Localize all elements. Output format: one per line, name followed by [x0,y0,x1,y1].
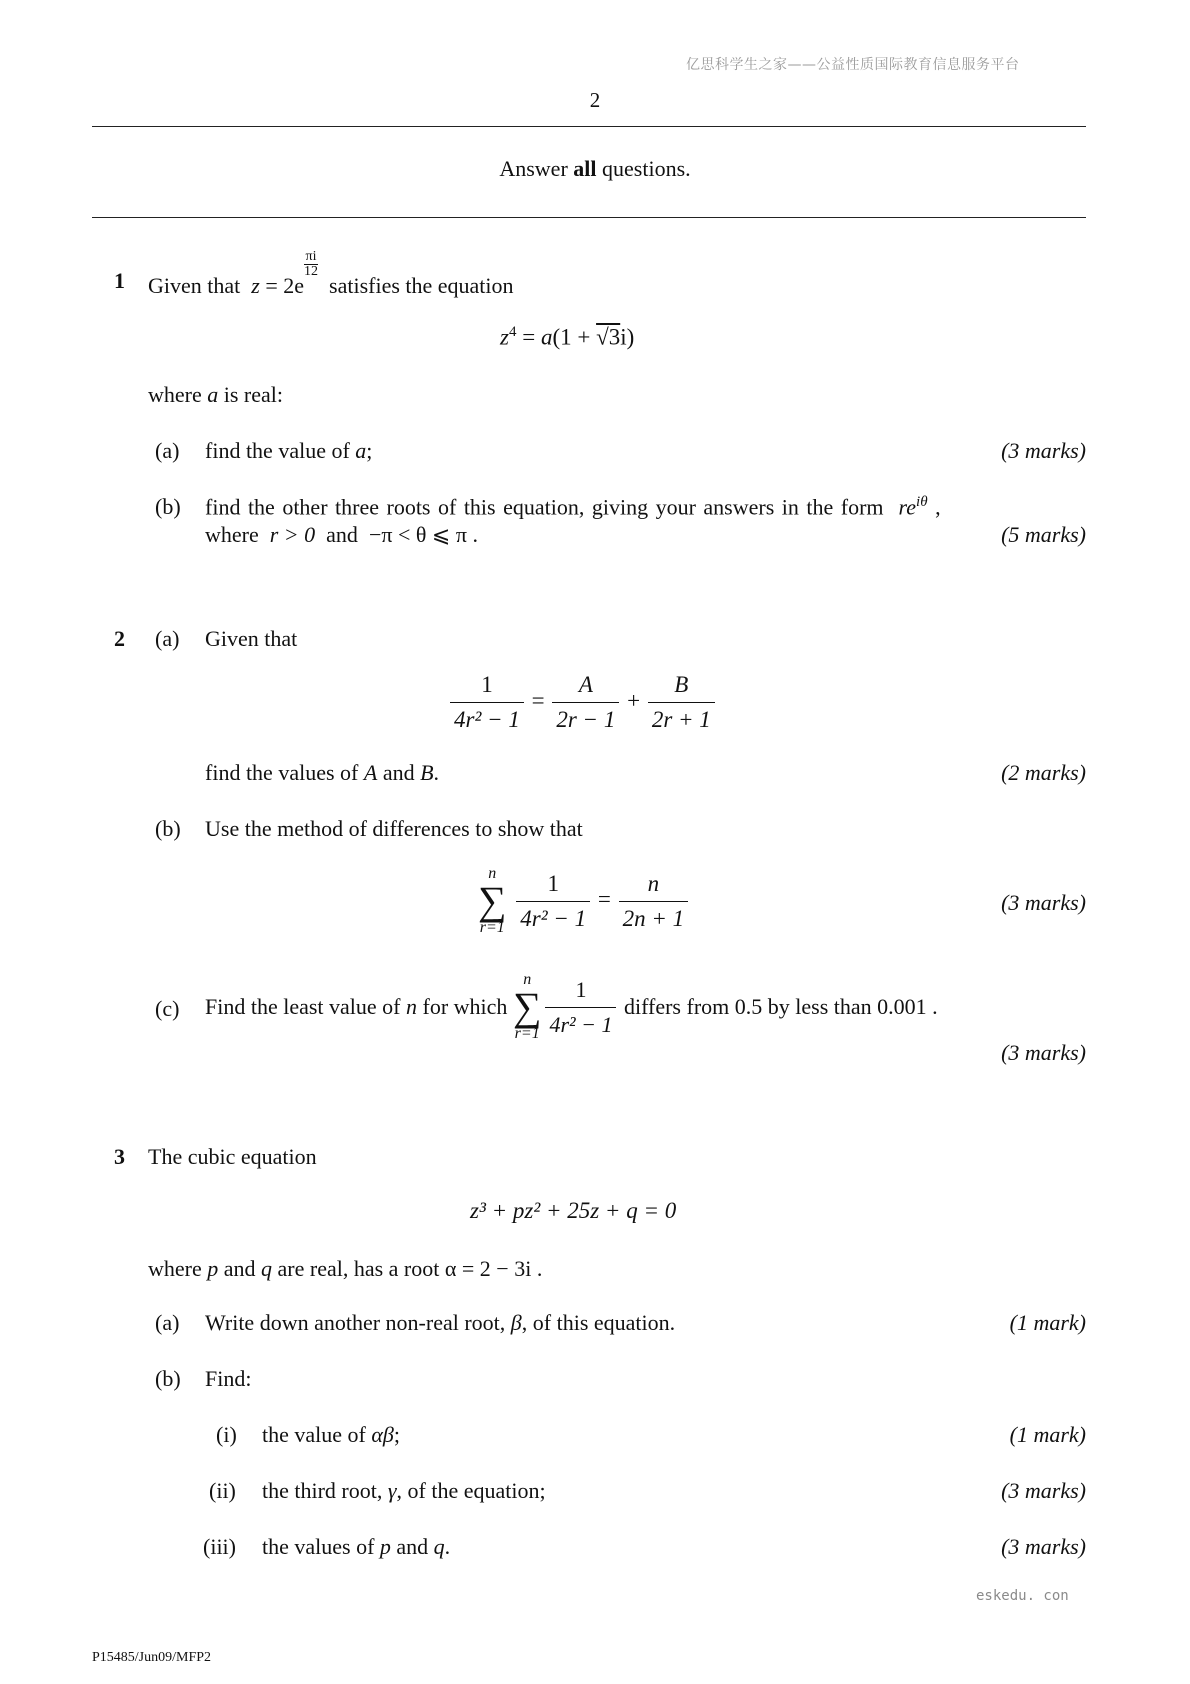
q3bii-text-post: , of the equation; [396,1478,546,1503]
q2-A-num: A [578,672,593,697]
q2b-rhs [619,871,689,932]
q1b-line2-and: and [326,522,358,547]
q1b-cond1: r > 0 [269,522,316,547]
q3biii-and: and [396,1534,429,1559]
q1-display-close: i) [620,324,635,350]
q3bi-text-pre: the value of [262,1422,366,1447]
q3-where-and: and [223,1256,256,1281]
q1a-marks: (3 marks) [1001,438,1086,463]
header-watermark: 亿思科学生之家——公益性质国际教育信息服务平台 [686,57,1020,73]
q2c-text-post: differs from 0.5 by less than 0.001 . [623,994,938,1019]
q2a-find-end: . [433,760,440,785]
q3biii-text-pre: the values of [262,1534,375,1559]
q1b-text [205,494,941,520]
q3bi-expr: αβ [371,1422,394,1447]
q3-where-root: α = 2 − 3i . [444,1256,543,1281]
q2c-sum-top: n [523,971,532,988]
q3b-label: (b) [155,1366,181,1391]
q2b-marks: (3 marks) [1001,890,1086,915]
q2b-sum-bottom: r=1 [479,919,505,936]
q1-where [148,382,283,408]
q2c-frac-num: 1 [575,976,587,1002]
q3-where-pre: where [148,1256,202,1281]
q2a-find-and: and [382,760,415,785]
q2c-sum-bottom: r=1 [514,1025,540,1042]
q1a-text [205,438,372,464]
q2-A-den: 2r − 1 [552,702,619,733]
q3a-text [205,1310,675,1336]
q1b-line2-pre: where [205,522,259,547]
q2b-frac-num: 1 [547,870,559,896]
q3biii-marks: (3 marks) [1001,1534,1086,1559]
q2b-rhs-num: n [647,870,660,896]
q2c-text-pre-wrap [205,994,507,1020]
q1b-form: re [898,494,917,520]
q2b-text: Use the method of differences to show that [205,816,583,841]
footer-code: P15485/Jun09/MFP2 [92,1650,212,1665]
q2c-var: n [406,994,418,1019]
q1b-line2 [205,522,478,548]
q3biii-p: p [379,1534,391,1559]
q1-display-equation [500,324,634,351]
q2a-label: (a) [155,626,180,651]
q3a-text-post: , of this equation. [521,1310,676,1335]
q2a-find-A: A [363,760,378,785]
q1-given-post: satisfies the equation [329,273,514,298]
q2a-text: Given that [205,626,298,651]
q2c-marks: (3 marks) [1001,1040,1086,1065]
q3-where [148,1256,542,1282]
q1-given-pre: Given that [148,273,241,298]
instruction-post: questions. [602,156,691,181]
q2c-label: (c) [155,996,180,1021]
q2-lhs-num: 1 [481,672,493,697]
q1-number: 1 [114,268,125,293]
q1-exponent [304,250,318,279]
q2a-find-B: B [420,760,434,785]
q1-where-post: is real: [223,382,284,407]
q1b-marks: (5 marks) [1001,522,1086,547]
q2-lhs-fraction [450,672,524,733]
q3a-text-pre: Write down another non-real root, [205,1310,506,1335]
q1b-text-main: find the other three roots of this equation, giving your answers in the form [205,494,884,520]
q2c-sigma [513,972,542,1042]
second-rule [92,217,1086,218]
q3bi-label: (i) [216,1422,237,1447]
q1-exp-den: 12 [304,264,319,279]
q2c-text [205,972,938,1042]
instruction-bold: all [573,156,597,181]
q3-where-q: q [261,1256,273,1281]
q3-number: 3 [114,1144,125,1169]
q2c-frac [545,977,616,1038]
q1b-cond2: −π < θ ⩽ π . [368,522,478,547]
q3a-label: (a) [155,1310,180,1335]
q1b-label: (b) [155,494,181,519]
q1a-text-main: find the value of [205,438,350,463]
q2-number: 2 [114,626,125,651]
q1-display-sqrt: √3 [596,324,621,350]
q3biii-q: q [433,1534,445,1559]
q2a-find [205,760,439,786]
q2b-frac-den: 4r² − 1 [516,901,590,932]
q2c-sum-symbol: ∑ [512,984,542,1029]
q3bi-marks: (1 mark) [1009,1422,1086,1447]
q2-B-den: 2r + 1 [648,702,715,733]
q2b-rhs-den: 2n + 1 [619,901,689,932]
q3bii-text [262,1478,546,1504]
q3bii-text-pre: the third root, [262,1478,383,1503]
q3biii-end: . [444,1534,451,1559]
q2b-label: (b) [155,816,181,841]
q3a-marks: (1 mark) [1009,1310,1086,1335]
q1b-end: , [935,494,941,520]
q3bii-marks: (3 marks) [1001,1478,1086,1503]
q1a-end: ; [366,438,373,463]
page-number: 2 [589,88,601,112]
q2a-find-pre: find the values of [205,760,359,785]
q1-display-open: (1 + [552,324,591,350]
q3b-text: Find: [205,1366,252,1391]
q2a-marks: (2 marks) [1001,760,1086,785]
q2b-sigma [478,866,507,936]
q1-where-var: a [207,382,219,407]
q2b-sum-top: n [488,865,497,882]
instruction [0,156,1190,182]
q2c-text-mid: for which [422,994,508,1019]
q2b-eq: = [597,886,611,912]
q3-intro: The cubic equation [148,1144,317,1169]
q2b-frac [516,871,590,932]
q1a-var: a [355,438,367,463]
q3bi-text [262,1422,400,1448]
q1-exp-num: πi [305,249,317,264]
q1-display-a: a [540,324,553,350]
q1-display-pow: 4 [508,324,517,340]
q2-partial-fractions [448,672,717,733]
q2c-text-pre: Find the least value of [205,994,401,1019]
q1-z-var: z [251,273,260,298]
q1-where-pre: where [148,382,202,407]
q1b-form-sup: iθ [916,494,928,510]
q1-z-coef: 2e [283,273,305,298]
q3a-beta: β [510,1310,522,1335]
q2-eq-sign: = [531,687,545,713]
q1a-label: (a) [155,438,180,463]
q3biii-label: (iii) [203,1534,236,1559]
q2-B-fraction [648,672,715,733]
q3-display-equation: z³ + pz² + 25z + q = 0 [470,1198,677,1223]
q3bii-label: (ii) [209,1478,236,1503]
q2-lhs-den: 4r² − 1 [450,702,524,733]
q2c-frac-den: 4r² − 1 [545,1007,616,1038]
q1-display-eq: = [522,324,536,350]
q1-display-lhs: z [500,324,509,350]
q2-A-fraction [552,672,619,733]
q3-where-mid: are real, has a root [277,1256,440,1281]
q3bii-gamma: γ [387,1478,397,1503]
q2b-sum-symbol: ∑ [478,878,507,923]
q3biii-text [262,1534,450,1560]
q1-eq-sign: = [265,273,278,298]
footer-watermark: eskedu. con [976,1588,1069,1604]
q3bi-end: ; [393,1422,400,1447]
instruction-pre: Answer [499,156,568,181]
q2-plus: + [627,687,641,713]
q3-where-p: p [207,1256,219,1281]
q2b-sum-equation [478,866,690,936]
top-rule [92,126,1086,127]
q2-B-num: B [674,672,689,697]
